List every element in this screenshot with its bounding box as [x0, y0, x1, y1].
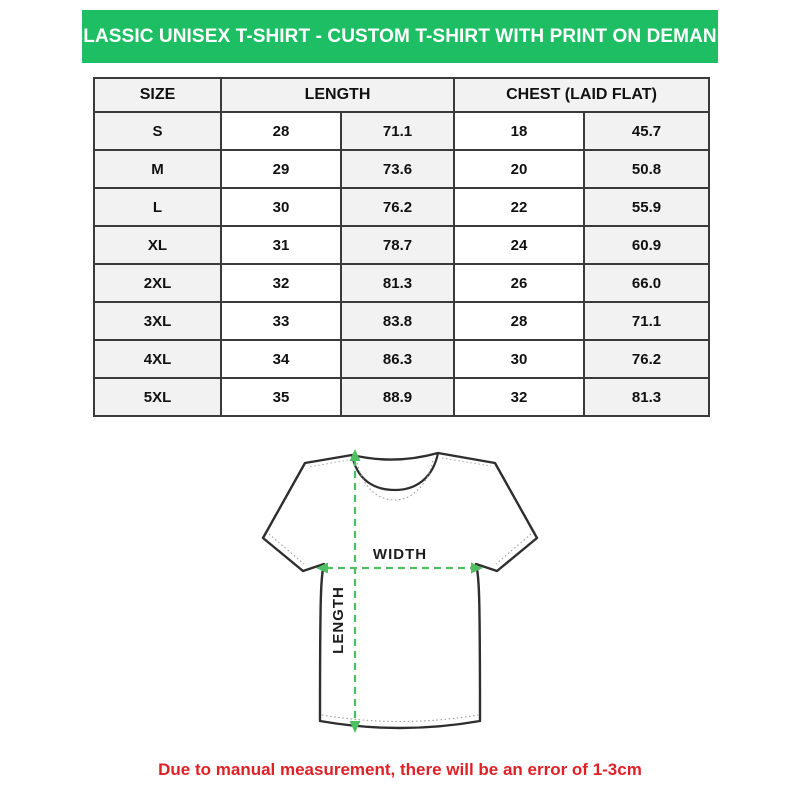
size-table [93, 77, 710, 417]
length-cm-cell: 88.9 [341, 378, 454, 416]
header-chest: CHEST (LAID FLAT) [454, 78, 709, 112]
table-row [94, 302, 709, 340]
chest-cm-cell: 76.2 [584, 340, 709, 378]
length-in-cell: 31 [221, 226, 341, 264]
length-label: LENGTH [330, 586, 347, 654]
length-in-cell: 35 [221, 378, 341, 416]
chest-in-cell: 24 [454, 226, 584, 264]
length-in-cell: 33 [221, 302, 341, 340]
chest-cm-cell: 71.1 [584, 302, 709, 340]
chest-cm-cell: 81.3 [584, 378, 709, 416]
tshirt-body-outline [263, 453, 537, 728]
table-row [94, 112, 709, 150]
length-cm-cell: 76.2 [341, 188, 454, 226]
length-cm-cell: 81.3 [341, 264, 454, 302]
chest-cm-cell: 66.0 [584, 264, 709, 302]
size-cell: M [94, 150, 221, 188]
header-banner [69, 10, 731, 63]
chest-cm-cell: 60.9 [584, 226, 709, 264]
size-cell: 4XL [94, 340, 221, 378]
size-cell: XL [94, 226, 221, 264]
table-row [94, 378, 709, 416]
tshirt-outline-drawing [248, 438, 558, 748]
table-row [94, 226, 709, 264]
header-length: LENGTH [221, 78, 454, 112]
chest-cm-cell: 50.8 [584, 150, 709, 188]
length-in-cell: 34 [221, 340, 341, 378]
chest-cm-cell: 45.7 [584, 112, 709, 150]
chest-in-cell: 28 [454, 302, 584, 340]
chest-in-cell: 32 [454, 378, 584, 416]
length-cm-cell: 78.7 [341, 226, 454, 264]
chest-in-cell: 18 [454, 112, 584, 150]
length-in-cell: 29 [221, 150, 341, 188]
size-cell: L [94, 188, 221, 226]
tshirt-measurement-diagram [248, 438, 558, 748]
table-row [94, 150, 709, 188]
table-header-row [94, 78, 709, 112]
measurement-error-note: Due to manual measurement, there will be an error of 1-3cm [158, 760, 642, 779]
length-cm-cell: 83.8 [341, 302, 454, 340]
size-cell: S [94, 112, 221, 150]
chest-in-cell: 26 [454, 264, 584, 302]
length-in-cell: 32 [221, 264, 341, 302]
chest-in-cell: 20 [454, 150, 584, 188]
size-cell: 3XL [94, 302, 221, 340]
size-cell: 2XL [94, 264, 221, 302]
chest-in-cell: 22 [454, 188, 584, 226]
width-label: WIDTH [372, 546, 428, 563]
table-row [94, 340, 709, 378]
size-cell: 5XL [94, 378, 221, 416]
table-row [94, 264, 709, 302]
header-size: SIZE [94, 78, 221, 112]
chest-cm-cell: 55.9 [584, 188, 709, 226]
length-in-cell: 28 [221, 112, 341, 150]
table-row [94, 188, 709, 226]
length-cm-cell: 86.3 [341, 340, 454, 378]
page-title: CLASSIC UNISEX T-SHIRT - CUSTOM T-SHIRT WITH PRINT ON DEMAND [69, 25, 731, 47]
length-cm-cell: 71.1 [341, 112, 454, 150]
chest-in-cell: 30 [454, 340, 584, 378]
length-in-cell: 30 [221, 188, 341, 226]
length-cm-cell: 73.6 [341, 150, 454, 188]
